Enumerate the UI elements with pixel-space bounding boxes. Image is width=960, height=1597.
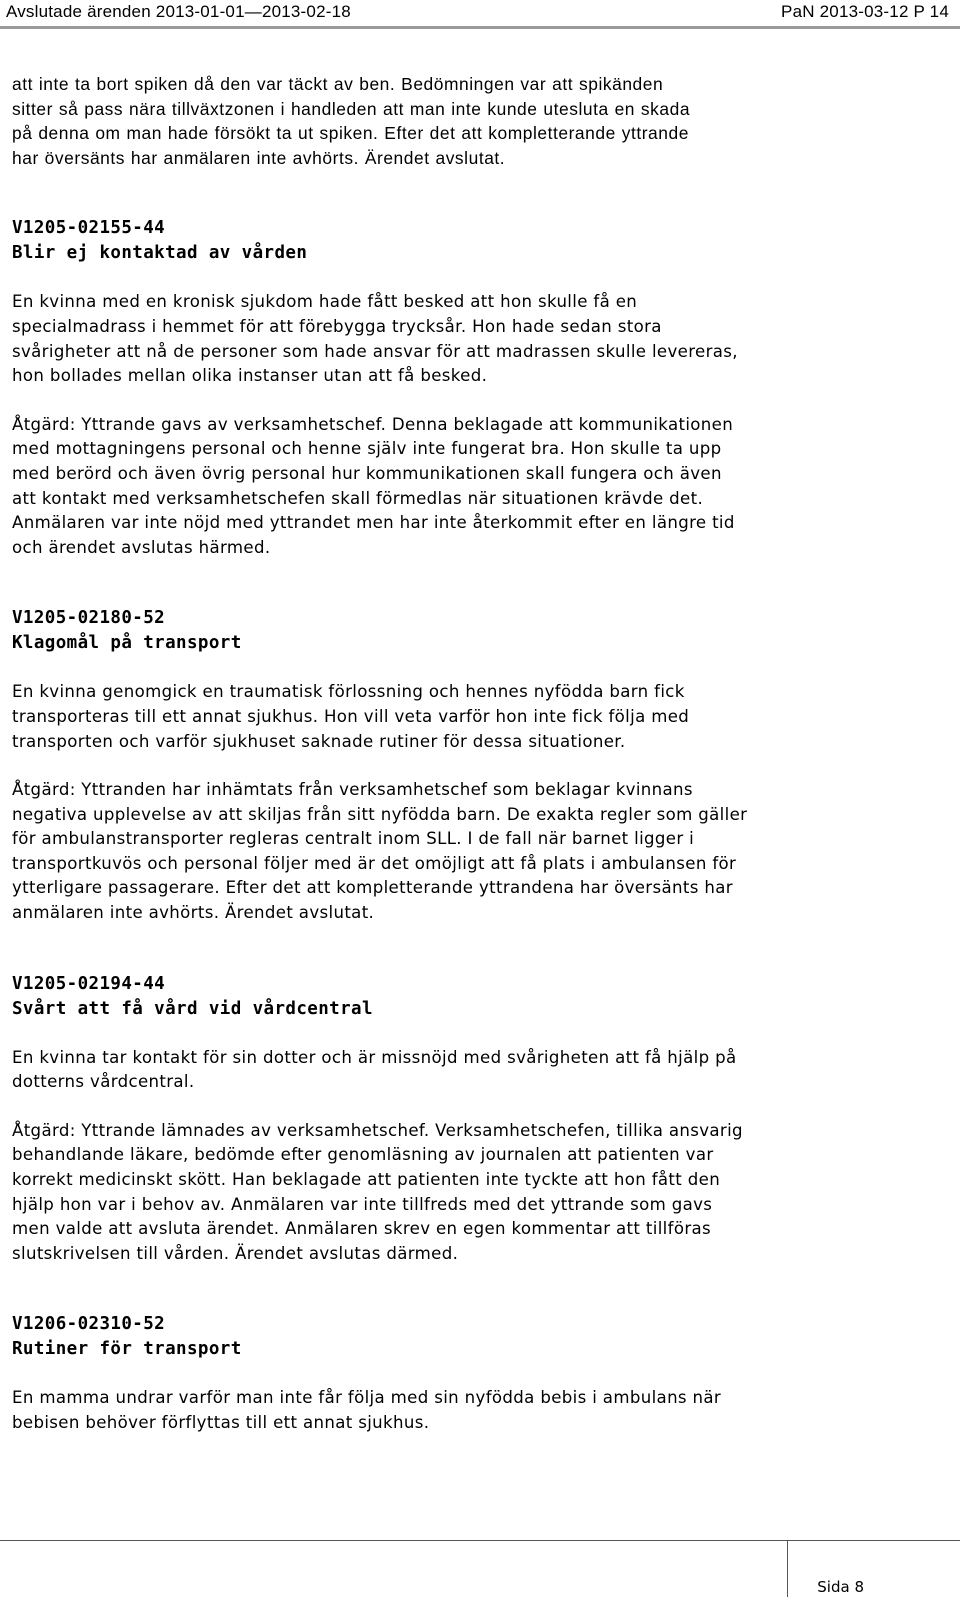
case-id: V1205-02180-52 [12, 608, 166, 629]
case-entry [12, 606, 942, 925]
case-id: V1205-02155-44 [12, 218, 166, 239]
case-description: En kvinna med en kronisk sjukdom hade fått besked att hon skulle få en specialmadrass i hemmet för att förebygga trycksår. Hon hade sedan stora svårigheter att nå de personer som hade ansvar för att madrassen skulle levereras, hon bollades mellan olika instanser utan att få besked. [12, 292, 738, 386]
case-entry [12, 1312, 942, 1435]
page-number-box [787, 1541, 960, 1597]
page-header [0, 0, 960, 29]
header-reference: PaN 2013-03-12 P 14 [781, 2, 949, 21]
case-title: Svårt att få vård vid vårdcentral [12, 998, 373, 1019]
case-title: Klagomål på transport [12, 633, 242, 654]
case-entry [12, 216, 942, 560]
case-action: Åtgärd: Yttrande lämnades av verksamhetschef. Verksamhetschefen, tillika ansvarig behandlande läkare, bedömde efter genomläsning av journalen att patienten var korrekt medicinskt skött. Han beklagade att patienten inte tyckte att hon fått den hjälp hon var i behov av. Anmälaren var inte tillfreds med det yttrande som gavs men valde att avsluta ärendet. Anmälaren skrev en egen kommentar att tillföras slutskrivelsen till vården. Ärendet avslutas därmed. [12, 1120, 743, 1263]
document-body [12, 72, 942, 1436]
case-description: En mamma undrar varför man inte får följa med sin nyfödda bebis i ambulans när bebisen behöver förflyttas till ett annat sjukhus. [12, 1388, 722, 1432]
header-title: Avslutade ärenden 2013-01-01—2013-02-18 [6, 2, 351, 21]
case-action: Åtgärd: Yttrande gavs av verksamhetschef. Denna beklagade att kommunikationen med mottagningens personal och henne själv inte fungerat bra. Hon skulle ta upp med berörd och även övrig personal hur kommunikationen skall fungera och även att kontakt med verksamhetschefen skall förmedlas när situationen krävde det. Anmälaren var inte nöjd med yttrandet men har inte återkommit efter en längre tid och ärendet avslutas härmed. [12, 414, 735, 557]
case-description: En kvinna genomgick en traumatisk förlossning och hennes nyfödda barn fick transporteras till ett annat sjukhus. Hon vill veta varför hon inte fick följa med transporten och varför sjukhuset saknade rutiner för dessa situationer. [12, 682, 690, 751]
intro-paragraph: att inte ta bort spiken då den var täckt av ben. Bedömningen var att spikänden sitter så pass nära tillväxtzonen i handleden att man inte kunde utesluta en skada på denna om man hade försökt ta ut spiken. Efter det att kompletterande yttrande har översänts har anmälaren inte avhörts. Ärendet avslutat. [12, 74, 691, 168]
case-title: Rutiner för transport [12, 1339, 242, 1360]
case-id: V1205-02194-44 [12, 973, 166, 994]
case-description: En kvinna tar kontakt för sin dotter och är missnöjd med svårigheten att få hjälp på dotterns vårdcentral. [12, 1047, 737, 1092]
page-number: Sida 8 [817, 1578, 864, 1596]
case-action: Åtgärd: Yttranden har inhämtats från verksamhetschef som beklagar kvinnans negativa upplevelse av att skiljas från sitt nyfödda barn. De exakta regler som gäller för ambulanstransporter regleras centralt inom SLL. I de fall när barnet ligger i transportkuvös och personal följer med är det omöjligt att få plats i ambulansen för ytterligare passagerare. Efter det att kompletterande yttrandena har översänts har anmälaren inte avhörts. Ärendet avslutat. [12, 780, 748, 923]
case-title: Blir ej kontaktad av vården [12, 243, 308, 264]
case-entry [12, 972, 942, 1267]
case-id: V1206-02310-52 [12, 1314, 166, 1335]
